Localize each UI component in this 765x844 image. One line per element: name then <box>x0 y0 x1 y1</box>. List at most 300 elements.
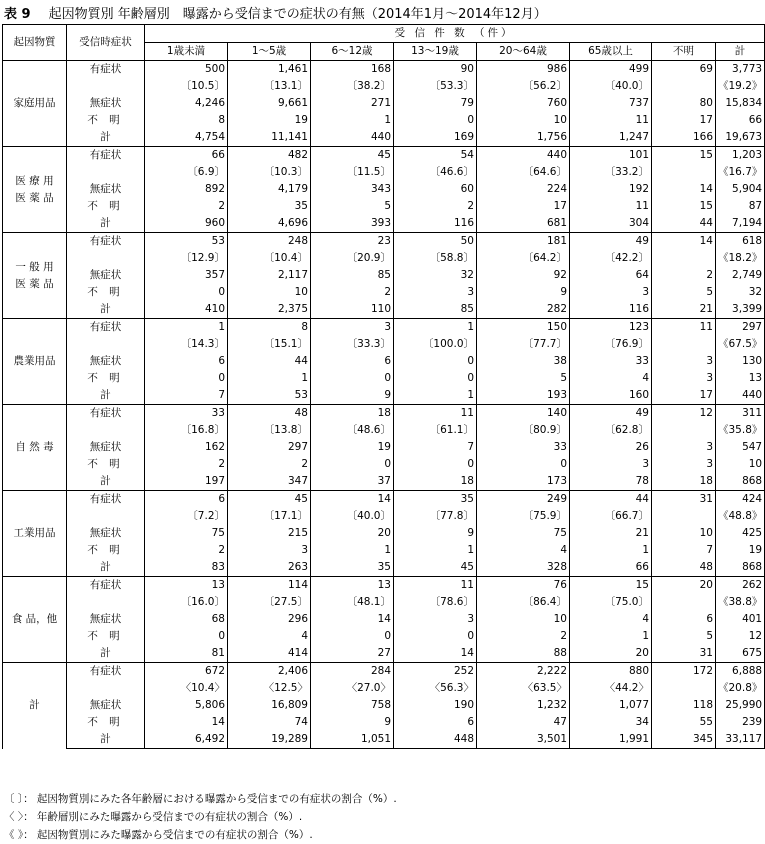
count-cell: 〔20.9〕 <box>311 250 394 267</box>
count-cell: 20 <box>570 645 652 663</box>
row-label: 計 <box>67 129 145 147</box>
count-cell: 〔64.2〕 <box>477 250 570 267</box>
table-row <box>3 405 765 423</box>
row-label: 無症状 <box>67 353 145 370</box>
count-cell: 〔75.9〕 <box>477 508 570 525</box>
count-cell: 0 <box>477 456 570 473</box>
count-cell: 1 <box>311 112 394 129</box>
count-cell: 〔86.4〕 <box>477 594 570 611</box>
count-cell: 986 <box>477 61 570 79</box>
count-cell: 32 <box>716 284 765 301</box>
count-cell: 1,991 <box>570 731 652 749</box>
table-row <box>3 628 765 645</box>
footnote: 《 》： 起因物質別にみた曝露から受信までの有症状の割合（%）. <box>4 829 313 841</box>
count-cell: 0 <box>394 456 477 473</box>
count-cell: 3,501 <box>477 731 570 749</box>
count-cell: 4 <box>477 542 570 559</box>
count-cell: 11,141 <box>228 129 311 147</box>
count-cell: 224 <box>477 181 570 198</box>
count-cell: 27 <box>311 645 394 663</box>
row-label: 無症状 <box>67 525 145 542</box>
count-cell: 1,203 <box>716 147 765 165</box>
count-cell: 4 <box>228 628 311 645</box>
count-cell: 193 <box>477 387 570 405</box>
count-cell: 440 <box>311 129 394 147</box>
count-cell: 74 <box>228 714 311 731</box>
count-cell: 〔40.0〕 <box>570 78 652 95</box>
group-label: 農業用品 <box>3 319 67 405</box>
count-cell: 3 <box>652 353 716 370</box>
table-row <box>3 714 765 731</box>
count-cell: 13 <box>311 577 394 595</box>
count-cell: 880 <box>570 663 652 681</box>
count-cell: 10 <box>477 112 570 129</box>
count-cell: 〈10.4〉 <box>145 680 228 697</box>
count-cell: 〔48.1〕 <box>311 594 394 611</box>
count-cell: 3 <box>652 456 716 473</box>
count-cell: 〔12.9〕 <box>145 250 228 267</box>
count-cell: 2,117 <box>228 267 311 284</box>
count-cell: 15,834 <box>716 95 765 112</box>
table-row <box>3 663 765 681</box>
header-symptom: 受信時症状 <box>67 25 145 61</box>
count-cell: 347 <box>228 473 311 491</box>
count-cell: 4,246 <box>145 95 228 112</box>
count-cell: 6,492 <box>145 731 228 749</box>
table-number: 表 9 <box>4 7 31 22</box>
row-label <box>67 680 145 697</box>
count-cell: 26 <box>570 439 652 456</box>
count-cell: 《16.7》 <box>716 164 765 181</box>
count-cell: 33 <box>477 439 570 456</box>
count-cell: 〔13.8〕 <box>228 422 311 439</box>
count-cell: 116 <box>394 215 477 233</box>
count-cell: 2,749 <box>716 267 765 284</box>
count-cell: 252 <box>394 663 477 681</box>
row-label: 計 <box>67 559 145 577</box>
count-cell: 〔33.3〕 <box>311 336 394 353</box>
count-cell: 440 <box>477 147 570 165</box>
count-cell: 3 <box>652 439 716 456</box>
count-cell: 48 <box>652 559 716 577</box>
count-cell: 66 <box>145 147 228 165</box>
count-cell: 10 <box>228 284 311 301</box>
count-cell <box>652 422 716 439</box>
count-cell: 35 <box>311 559 394 577</box>
header-age: 20～64歳 <box>477 43 570 61</box>
count-cell: 50 <box>394 233 477 251</box>
count-cell: 19 <box>228 112 311 129</box>
table-row <box>3 525 765 542</box>
table-row <box>3 95 765 112</box>
count-cell: 《20.8》 <box>716 680 765 697</box>
count-cell: 〔33.2〕 <box>570 164 652 181</box>
count-cell: 401 <box>716 611 765 628</box>
count-cell: 〔14.3〕 <box>145 336 228 353</box>
count-cell: 1 <box>570 628 652 645</box>
table-row <box>3 181 765 198</box>
count-cell: 1 <box>570 542 652 559</box>
count-cell: 169 <box>394 129 477 147</box>
count-cell: 9 <box>311 387 394 405</box>
count-cell: 〈63.5〉 <box>477 680 570 697</box>
count-cell: 0 <box>145 628 228 645</box>
count-cell: 10 <box>652 525 716 542</box>
count-cell: 〔64.6〕 <box>477 164 570 181</box>
count-cell: 424 <box>716 491 765 509</box>
row-label: 計 <box>67 731 145 749</box>
header-age: 13～19歳 <box>394 43 477 61</box>
count-cell: 11 <box>394 577 477 595</box>
count-cell: 20 <box>311 525 394 542</box>
count-cell: 〔10.4〕 <box>228 250 311 267</box>
count-cell: 〔10.3〕 <box>228 164 311 181</box>
row-label: 計 <box>67 215 145 233</box>
header-age: 不明 <box>652 43 716 61</box>
count-cell: 140 <box>477 405 570 423</box>
header-age: 65歳以上 <box>570 43 652 61</box>
row-label: 不 明 <box>67 714 145 731</box>
count-cell: 0 <box>394 353 477 370</box>
count-cell: 〔53.3〕 <box>394 78 477 95</box>
group-label: 一 般 用 医 薬 品 <box>3 233 67 319</box>
count-cell: 14 <box>145 714 228 731</box>
count-cell: 14 <box>652 181 716 198</box>
count-cell: 47 <box>477 714 570 731</box>
count-cell: 160 <box>570 387 652 405</box>
count-cell: 9,661 <box>228 95 311 112</box>
count-cell: 〈12.5〉 <box>228 680 311 697</box>
table-row <box>3 594 765 611</box>
table-row <box>3 387 765 405</box>
count-cell: 21 <box>652 301 716 319</box>
count-cell: 19,289 <box>228 731 311 749</box>
group-label: 自 然 毒 <box>3 405 67 491</box>
count-cell: 75 <box>477 525 570 542</box>
count-cell: 681 <box>477 215 570 233</box>
group-label: 医 療 用 医 薬 品 <box>3 147 67 233</box>
count-cell: 0 <box>145 370 228 387</box>
row-label: 無症状 <box>67 267 145 284</box>
count-cell: 7 <box>145 387 228 405</box>
count-cell: 311 <box>716 405 765 423</box>
count-cell: 6,888 <box>716 663 765 681</box>
count-cell: 〔42.2〕 <box>570 250 652 267</box>
count-cell: 〔66.7〕 <box>570 508 652 525</box>
count-cell: 499 <box>570 61 652 79</box>
count-cell: 〔77.7〕 <box>477 336 570 353</box>
count-cell: 12 <box>716 628 765 645</box>
count-cell: 《18.2》 <box>716 250 765 267</box>
count-cell: 297 <box>228 439 311 456</box>
count-cell: 《19.2》 <box>716 78 765 95</box>
count-cell: 181 <box>477 233 570 251</box>
table-caption: 起因物質別 年齢層別 曝露から受信までの症状の有無（2014年1月～2014年12月） <box>48 7 547 22</box>
table-row <box>3 336 765 353</box>
table-row <box>3 422 765 439</box>
count-cell: 239 <box>716 714 765 731</box>
table-row <box>3 353 765 370</box>
count-cell: 69 <box>652 61 716 79</box>
count-cell <box>652 680 716 697</box>
count-cell: 〔7.2〕 <box>145 508 228 525</box>
count-cell: 1,461 <box>228 61 311 79</box>
count-cell: 11 <box>394 405 477 423</box>
count-cell: 1,247 <box>570 129 652 147</box>
count-cell: 448 <box>394 731 477 749</box>
count-cell: 248 <box>228 233 311 251</box>
table-row <box>3 129 765 147</box>
row-label: 無症状 <box>67 95 145 112</box>
count-cell: 1 <box>145 319 228 337</box>
count-cell: 66 <box>716 112 765 129</box>
count-cell: 〔38.2〕 <box>311 78 394 95</box>
count-cell: 53 <box>145 233 228 251</box>
count-cell: 45 <box>228 491 311 509</box>
count-cell: 3 <box>394 284 477 301</box>
count-cell: 《38.8》 <box>716 594 765 611</box>
header-age: 計 <box>716 43 765 61</box>
count-cell: 85 <box>394 301 477 319</box>
count-cell: 130 <box>716 353 765 370</box>
count-cell: 5 <box>311 198 394 215</box>
table-row <box>3 284 765 301</box>
count-cell: 168 <box>311 61 394 79</box>
row-label: 無症状 <box>67 697 145 714</box>
table-row <box>3 198 765 215</box>
count-cell: 66 <box>570 559 652 577</box>
count-cell: 《67.5》 <box>716 336 765 353</box>
group-label: 食 品，他 <box>3 577 67 663</box>
row-label <box>67 78 145 95</box>
count-cell: 547 <box>716 439 765 456</box>
count-cell: 14 <box>394 645 477 663</box>
count-cell: 3 <box>228 542 311 559</box>
count-cell: 8 <box>228 319 311 337</box>
count-cell: 〈56.3〉 <box>394 680 477 697</box>
count-cell: 9 <box>477 284 570 301</box>
count-cell: 〔76.9〕 <box>570 336 652 353</box>
footnotes <box>4 790 397 844</box>
count-cell: 2 <box>145 542 228 559</box>
count-cell: 425 <box>716 525 765 542</box>
header-span-count: 受 信 件 数 （件） <box>145 25 765 43</box>
row-label: 不 明 <box>67 456 145 473</box>
count-cell: 45 <box>394 559 477 577</box>
table-row <box>3 78 765 95</box>
count-cell: 190 <box>394 697 477 714</box>
count-cell <box>652 508 716 525</box>
count-cell: 16,809 <box>228 697 311 714</box>
table-row <box>3 61 765 79</box>
data-table <box>2 24 765 749</box>
count-cell: 440 <box>716 387 765 405</box>
table-row <box>3 680 765 697</box>
count-cell: 13 <box>145 577 228 595</box>
count-cell: 88 <box>477 645 570 663</box>
table-row <box>3 267 765 284</box>
count-cell: 33 <box>570 353 652 370</box>
count-cell: 2 <box>477 628 570 645</box>
count-cell: 〔10.5〕 <box>145 78 228 95</box>
count-cell: 172 <box>652 663 716 681</box>
count-cell: 6 <box>311 353 394 370</box>
count-cell: 284 <box>311 663 394 681</box>
count-cell: 15 <box>652 198 716 215</box>
row-label <box>67 594 145 611</box>
count-cell: 0 <box>311 628 394 645</box>
count-cell: 92 <box>477 267 570 284</box>
count-cell: 7 <box>652 542 716 559</box>
count-cell: 6 <box>145 353 228 370</box>
count-cell: 4 <box>570 611 652 628</box>
table-row <box>3 301 765 319</box>
count-cell: 19,673 <box>716 129 765 147</box>
count-cell: 44 <box>652 215 716 233</box>
count-cell: 4,754 <box>145 129 228 147</box>
table-row <box>3 473 765 491</box>
count-cell: 49 <box>570 405 652 423</box>
count-cell: 118 <box>652 697 716 714</box>
count-cell: 262 <box>716 577 765 595</box>
count-cell: 6 <box>394 714 477 731</box>
row-label: 有症状 <box>67 147 145 165</box>
count-cell: 868 <box>716 473 765 491</box>
count-cell: 44 <box>228 353 311 370</box>
count-cell: 3 <box>394 611 477 628</box>
row-label: 有症状 <box>67 319 145 337</box>
count-cell: 20 <box>652 577 716 595</box>
count-cell: 892 <box>145 181 228 198</box>
count-cell: 4,179 <box>228 181 311 198</box>
count-cell: 31 <box>652 491 716 509</box>
count-cell: 1 <box>394 319 477 337</box>
count-cell <box>652 594 716 611</box>
row-label: 無症状 <box>67 611 145 628</box>
count-cell: 3 <box>311 319 394 337</box>
row-label: 計 <box>67 387 145 405</box>
table-row <box>3 112 765 129</box>
row-label <box>67 336 145 353</box>
count-cell: 1 <box>311 542 394 559</box>
count-cell: 〔16.0〕 <box>145 594 228 611</box>
count-cell: 1 <box>228 370 311 387</box>
row-label: 不 明 <box>67 284 145 301</box>
table-row <box>3 577 765 595</box>
table-row <box>3 164 765 181</box>
row-label <box>67 250 145 267</box>
count-cell: 5,904 <box>716 181 765 198</box>
table-row <box>3 233 765 251</box>
count-cell: 960 <box>145 215 228 233</box>
count-cell: 249 <box>477 491 570 509</box>
count-cell: 2 <box>652 267 716 284</box>
count-cell: 304 <box>570 215 652 233</box>
count-cell: 81 <box>145 645 228 663</box>
count-cell: 0 <box>311 456 394 473</box>
count-cell: 1,232 <box>477 697 570 714</box>
count-cell: 《48.8》 <box>716 508 765 525</box>
count-cell: 114 <box>228 577 311 595</box>
count-cell: 〔62.8〕 <box>570 422 652 439</box>
row-label: 有症状 <box>67 491 145 509</box>
count-cell: 〔58.8〕 <box>394 250 477 267</box>
count-cell: 19 <box>311 439 394 456</box>
table-row <box>3 611 765 628</box>
count-cell: 〔40.0〕 <box>311 508 394 525</box>
count-cell: 3 <box>652 370 716 387</box>
count-cell: 〔17.1〕 <box>228 508 311 525</box>
table-row <box>3 147 765 165</box>
count-cell: 3,399 <box>716 301 765 319</box>
count-cell: 328 <box>477 559 570 577</box>
count-cell: 〔77.8〕 <box>394 508 477 525</box>
footnote: 〈 〉： 年齢層別にみた曝露から受信までの有症状の割合（%）. <box>4 811 303 823</box>
count-cell: 33 <box>145 405 228 423</box>
count-cell: 5,806 <box>145 697 228 714</box>
count-cell: 1,051 <box>311 731 394 749</box>
count-cell: 11 <box>652 319 716 337</box>
table-row <box>3 697 765 714</box>
footnote: 〔 〕： 起因物質別にみた各年齢層における曝露から受信までの有症状の割合（%）. <box>4 793 397 805</box>
count-cell: 〔6.9〕 <box>145 164 228 181</box>
count-cell: 35 <box>394 491 477 509</box>
row-label <box>67 164 145 181</box>
count-cell: 〔46.6〕 <box>394 164 477 181</box>
count-cell: 48 <box>228 405 311 423</box>
count-cell: 53 <box>228 387 311 405</box>
row-label: 有症状 <box>67 233 145 251</box>
row-label: 不 明 <box>67 628 145 645</box>
table-row <box>3 456 765 473</box>
count-cell: 760 <box>477 95 570 112</box>
table-row <box>3 508 765 525</box>
count-cell: 〔16.8〕 <box>145 422 228 439</box>
count-cell: 17 <box>477 198 570 215</box>
count-cell: 34 <box>570 714 652 731</box>
count-cell: 271 <box>311 95 394 112</box>
header-age: 6～12歳 <box>311 43 394 61</box>
count-cell: 296 <box>228 611 311 628</box>
count-cell: 18 <box>652 473 716 491</box>
count-cell: 8 <box>145 112 228 129</box>
count-cell: 14 <box>311 611 394 628</box>
row-label: 計 <box>67 301 145 319</box>
count-cell: 《35.8》 <box>716 422 765 439</box>
count-cell: 21 <box>570 525 652 542</box>
count-cell: 〔15.1〕 <box>228 336 311 353</box>
count-cell: 3 <box>570 284 652 301</box>
count-cell: 〔100.0〕 <box>394 336 477 353</box>
count-cell: 357 <box>145 267 228 284</box>
count-cell: 5 <box>652 284 716 301</box>
count-cell: 〔27.5〕 <box>228 594 311 611</box>
count-cell: 737 <box>570 95 652 112</box>
count-cell: 49 <box>570 233 652 251</box>
count-cell: 10 <box>716 456 765 473</box>
count-cell: 9 <box>311 714 394 731</box>
count-cell: 83 <box>145 559 228 577</box>
count-cell: 0 <box>394 628 477 645</box>
count-cell: 9 <box>394 525 477 542</box>
count-cell: 64 <box>570 267 652 284</box>
table-row <box>3 731 765 749</box>
count-cell: 393 <box>311 215 394 233</box>
count-cell: 3,773 <box>716 61 765 79</box>
count-cell: 11 <box>570 112 652 129</box>
count-cell: 150 <box>477 319 570 337</box>
count-cell: 7 <box>394 439 477 456</box>
